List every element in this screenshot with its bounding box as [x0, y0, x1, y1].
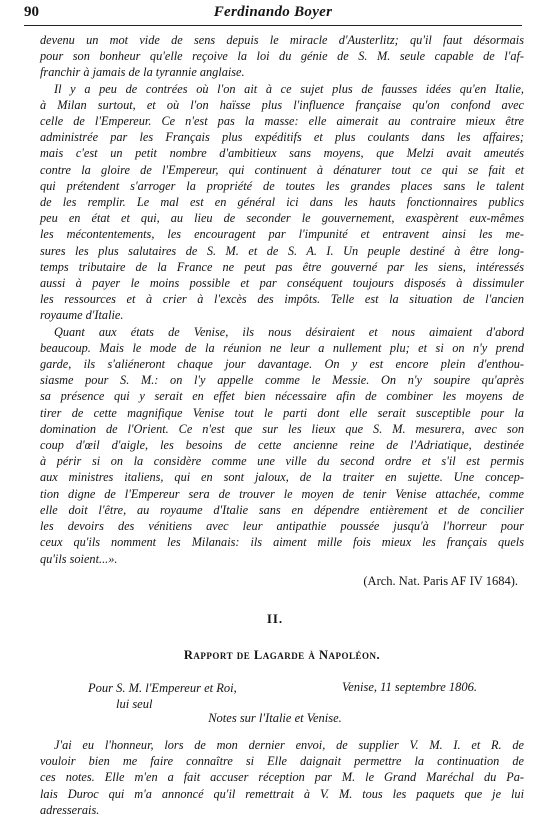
text-line: de les remplir. Le mal est en général ici dans les hauts fonctionnaires publics: [40, 195, 524, 210]
page-header: [24, 2, 522, 24]
text-line: qu'ils soient...».: [40, 551, 118, 566]
text-line: aux ministres italiens, qui en sont jaloux, de la traiter en sujette. Une concep-: [40, 470, 524, 485]
text-line: devenu un mot vide de sens depuis le miracle d'Austerlitz; qu'il faut désormais: [40, 33, 524, 47]
text-line: coup d'œil d'aigle, les besoins de cette ancienne reine de l'Adriatique, destinée: [40, 438, 524, 453]
text-line: Il y a peu de contrées où l'on ait à ce sujet plus de fausses idées qu'en Italie,: [54, 81, 524, 96]
addressee-line: lui seul: [116, 697, 153, 711]
text-line: mais c'est un petit nombre d'ambitieux sans moyens, que Melzi avait ameutés: [40, 146, 524, 161]
text-line: temps tributaire de la France ne peut pas être gouverné par les siens, intéressés: [40, 259, 524, 274]
text-line: ces notes. Elle m'en a fait accuser réception par M. le Grand Maréchal du Pa-: [40, 770, 524, 785]
text-line: les mécontentements, les encouragent par l'impunité et entravent ainsi les me-: [40, 227, 524, 242]
text-line: à Milan surtout, et où l'on haïsse plus l'influence française qu'on confond avec: [40, 97, 524, 112]
section-number: II.: [266, 611, 284, 626]
body-text: [40, 32, 524, 589]
rapport-heading: Rapport de Lagarde à Napoléon.: [183, 648, 381, 662]
text-line: tion digne de l'Empereur sera de trouver le moyen de tenir Venise attachée, comme: [40, 486, 524, 501]
text-line: peu en état et qui, au lieu de seconder le gouvernement, exaspèrent eux-mêmes: [40, 211, 524, 226]
addressee: [88, 680, 237, 712]
text-line: les ressources et à crier à l'excès des impôts. Telle est la situation de l'ancien: [40, 292, 524, 307]
text-line: lais Duroc qui m'a annoncé qu'il remettrait à V. M. tous les paquets que je lui: [40, 786, 524, 801]
running-title: Ferdinando Boyer: [213, 4, 333, 20]
addressee-line: Pour S. M. l'Empereur et Roi,: [88, 681, 237, 695]
text-line: siasme pour S. M.: on l'y appelle comme le Messie. On n'y soupire qu'après: [40, 373, 524, 388]
text-line: qui prétendent s'arroger la propriété de toutes les grandes places sans le talent: [40, 178, 524, 193]
text-line: garde, ils s'aliéneront chaque jour davantage. On y est encore plein d'enthou-: [40, 357, 524, 372]
text-line: pour son bonheur qu'elle reçoive la loi du génie de S. M. seule capable de l'af-: [40, 49, 524, 64]
header-rule: [24, 25, 522, 26]
text-line: J'ai eu l'honneur, lors de mon dernier envoi, de supplier V. M. I. et R. de: [54, 738, 524, 752]
notes-title: Notes sur l'Italie et Venise.: [208, 711, 342, 725]
text-line: à périr si on la considère comme une ville du second ordre et s'il est permis: [40, 454, 524, 469]
archive-citation: (Arch. Nat. Paris AF IV 1684).: [363, 573, 518, 588]
text-line: beaucoup. Mais le mode de la réunion ne leur a nullement plu; et si on n'y prend: [40, 340, 524, 355]
text-line: contre la gloire de l'Empereur, qui continuent à dénaturer tout ce qui se fait et: [40, 162, 524, 177]
text-line: domination de l'Orient. Ce n'est que sur les lieux que S. M. mesurera, avec son: [40, 421, 524, 436]
rapport-text: [40, 737, 524, 818]
text-line: ceux qu'ils nomment les Milanais: ils aiment mille fois mieux les français quels: [40, 535, 524, 550]
text-line: sures les plus salutaires de S. M. et de S. A. I. Un peuple destiné à être long-: [40, 243, 524, 258]
text-line: elle doit l'être, au royaume d'Italie sans en dépendre entièrement et de concilier: [40, 502, 524, 517]
page-number: 90: [24, 4, 39, 20]
text-line: les devoirs des vénitiens avec leur antipathie poussée jusqu'à l'horreur pour: [40, 519, 524, 534]
text-line: tirer de cette magnifique Venise tout le parti dont elle serait susceptible pour la: [40, 405, 524, 420]
text-line: adresserais.: [40, 802, 100, 817]
text-line: Quant aux états de Venise, ils nous désiraient et nous aimaient d'abord: [54, 324, 524, 339]
text-line: franchir à jamais de la tyrannie anglaise.: [40, 65, 245, 80]
text-line: administrée par les Français plus expéditifs et plus coulants dans les affaires;: [40, 130, 524, 145]
text-line: celle de l'Empereur. Ce n'est pas la masse: elle aimerait au contraire mieux être: [40, 114, 524, 129]
text-line: sa présence qui y serait en effet bien nécessaire afin de combiner les moyens de: [40, 389, 524, 404]
text-line: royaume d'Italie.: [40, 308, 124, 323]
text-line: aussi à payer le moins possible et par conséquent toujours disposés à dissimuler: [40, 276, 524, 291]
text-line: vouloir bien me faire connaître si Elle daignait permettre la continuation de: [40, 754, 524, 769]
dateline: Venise, 11 septembre 1806.: [342, 680, 478, 694]
